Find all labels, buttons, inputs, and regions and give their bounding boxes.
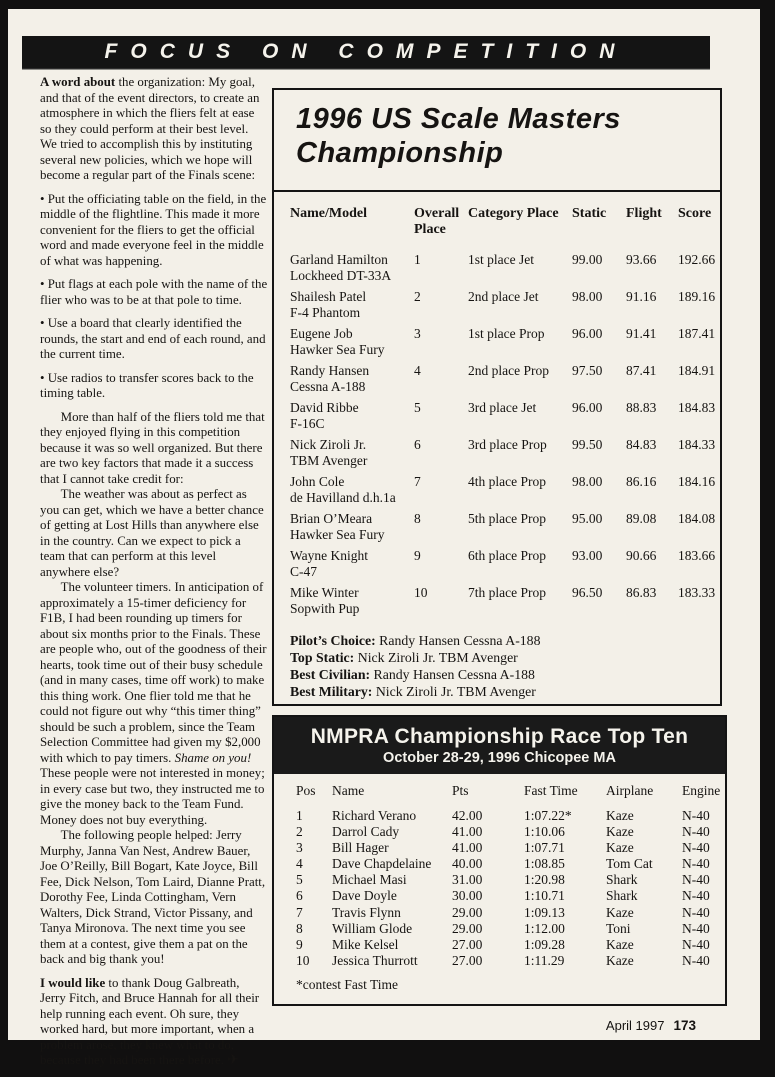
issue-date: April 1997 [605,1018,665,1033]
table-row [296,888,711,904]
table-row [296,905,711,921]
fast-time: 1:09.13 [524,904,565,920]
position: 10 [296,952,310,968]
model-name: Cessna A-188 [290,378,366,394]
pilot-and-model [290,474,410,505]
category-place: 6th place Prop [468,548,546,563]
column-header: Airplane [606,783,654,798]
nmpra-subtitle: October 28-29, 1996 Chicopee MA [383,749,616,766]
position: 4 [296,856,303,872]
award-value: Nick Ziroli Jr. TBM Avenger [354,650,518,665]
engine: N-40 [682,904,710,920]
pilot-and-model [290,548,410,579]
article-bullet: • Put flags at each pole with the name of the flier who was to be at that pole to time. [40,277,268,307]
static-score: 99.00 [572,252,603,267]
pilot-and-model [290,252,410,283]
total-score: 189.16 [678,289,716,304]
article-paragraph: The following people helped: Jerry Murphy, Janna Van Nest, Andrew Bauer, Joe O’Reilly, Bill Bogart, Kate Joyce, Bill Fee, Dick Nelson, Tom Laird, Dianne Pratt, Dorothy Fee, Linda Cottingham, Vern Walters, Dick Strand, Victor Pissany, and Tanya Mironova. The next time you see them at a contest, give them a pat on the back and big thank you! [40,828,266,966]
pilot-name: Shailesh Patel [290,289,367,304]
award-label: Best Military: [290,684,373,699]
fast-time: 1:07.22* [524,808,572,823]
engine: N-40 [682,888,710,904]
award-value: Nick Ziroli Jr. TBM Avenger [372,684,536,699]
engine: N-40 [682,936,710,952]
column-header: Pos [296,783,316,798]
scale-masters-title [274,90,720,192]
flight-score: 88.83 [626,400,657,415]
model-name: de Havilland d.h.1a [290,489,396,505]
overall-place: 5 [414,400,421,415]
engine: N-40 [682,952,710,968]
pilot-name: David Ribbe [290,400,359,415]
points: 29.00 [452,904,483,920]
model-name: Hawker Sea Fury [290,526,385,542]
pilot-name: Brian O’Meara [290,511,373,526]
article-paragraph [40,580,268,828]
nmpra-box [272,715,727,1006]
engine: N-40 [682,856,710,872]
article-bullet: • Put the officiating table on the field, in the middle of the flightline. This made it more convenient for the fliers to get the official word and made everyone feel in the middle of what was happening. [40,191,267,268]
static-score: 96.50 [572,585,603,600]
points: 41.00 [452,840,483,856]
table-row [290,437,716,468]
paragraph-emphasis: Shame on you! [174,750,252,765]
category-place: 5th place Prop [468,511,546,526]
table-row [296,872,711,888]
table-row [290,289,716,320]
category-place: 3rd place Jet [468,400,537,415]
category-place: 2nd place Jet [468,289,539,304]
points: 41.00 [452,824,483,840]
model-name: TBM Avenger [290,452,368,468]
column-header: Engine [682,783,721,798]
page-number: 173 [673,1018,696,1033]
fast-time: 1:12.00 [524,920,565,936]
overall-place: 10 [414,585,428,600]
scale-masters-title-line1: 1996 US Scale Masters [296,103,621,135]
pilot-and-model [290,400,410,431]
scale-masters-table [274,192,720,616]
column-header: Static [572,206,607,221]
column-header: Flight [626,206,662,221]
overall-place: 1 [414,252,421,267]
total-score: 184.08 [678,511,716,526]
column-header: Name [332,783,365,798]
total-score: 184.83 [678,400,716,415]
paragraph-lead: A word about [40,75,116,89]
engine: N-40 [682,808,710,823]
overall-place: 4 [414,363,421,378]
pilot-and-model [290,511,410,542]
engine: N-40 [682,920,710,936]
points: 42.00 [452,808,483,823]
fast-time: 1:08.85 [524,856,565,872]
model-name: Hawker Sea Fury [290,341,385,357]
article-column [40,75,268,1077]
article-bullet: • Use a board that clearly identified the rounds, the start and end of each round, and the current time. [40,316,266,361]
points: 29.00 [452,920,483,936]
category-place: 1st place Prop [468,326,545,341]
pilot-name: Wayne Knight [290,548,369,563]
pilot-and-model [290,289,410,320]
static-score: 97.50 [572,363,603,378]
pilot-name: Mike Winter [290,585,359,600]
pilot-and-model [290,326,410,357]
table-row [296,840,711,856]
table-row [290,252,716,283]
flight-score: 87.41 [626,363,657,378]
position: 2 [296,824,303,840]
position: 1 [296,808,303,823]
magazine-page [8,9,760,1068]
table-row [290,548,716,579]
static-score: 98.00 [572,289,603,304]
article-bullet: • Use radios to transfer scores back to the timing table. [40,370,254,400]
table-row [290,326,716,357]
fast-time: 1:11.29 [524,952,565,968]
total-score: 192.66 [678,252,716,267]
fast-time: 1:20.98 [524,872,565,888]
table-row [296,856,711,872]
position: 5 [296,872,303,888]
static-score: 99.50 [572,437,603,452]
scale-masters-header-row [290,206,712,238]
pilot-name: Eugene Job [290,326,353,341]
racer-name: Darrol Cady [332,824,400,840]
model-name: Sopwith Pup [290,600,360,616]
flight-score: 93.66 [626,252,657,267]
airplane: Kaze [606,808,634,823]
racer-name: Richard Verano [332,808,417,823]
overall-place: 9 [414,548,421,563]
nmpra-header-band [274,717,725,774]
total-score: 184.91 [678,363,716,378]
flight-score: 86.83 [626,585,657,600]
award-label: Pilot’s Choice: [290,633,376,648]
award-line [290,683,706,700]
static-score: 96.00 [572,400,603,415]
model-name: Lockheed DT-33A [290,267,392,283]
column-header: Pts [452,783,469,798]
article-paragraph: The weather was about as perfect as you can get, which we have a better chance of getting at Lost Hills than anywhere else in the country. Can we expect to pick a team that can perform at this level anywhere else? [40,487,264,579]
racer-name: Jessica Thurrott [332,952,418,968]
position: 6 [296,888,303,904]
award-line [290,666,706,683]
category-place: 7th place Prop [468,585,546,600]
article-paragraph [40,976,268,1069]
airplane: Toni [606,920,631,936]
scale-masters-box [272,88,722,706]
engine: N-40 [682,840,710,856]
paragraph-text: The volunteer timers. In anticipation of approximately a 15-timer deficiency for F1B, I had been rounding up timers for about six months prior to the Finals. These are people who, out of the goodness of their hearts, took time out of their busy schedule (and in many cases, time off work) to make this thing work. One flier told me that he could not figure out why “this timer thing” should be such a problem, since the Team Selection Committee had given my $2,000 with which to pay timers. [40,580,267,765]
racer-name: Dave Chapdelaine [332,856,432,872]
table-row [296,921,711,937]
pilot-name: John Cole [290,474,345,489]
points: 30.00 [452,888,483,904]
flight-score: 89.08 [626,511,657,526]
flight-score: 86.16 [626,474,657,489]
flight-score: 91.16 [626,289,657,304]
airplane: Kaze [606,936,634,952]
airplane: Kaze [606,904,634,920]
racer-name: Travis Flynn [332,904,401,920]
overall-place: 2 [414,289,421,304]
position: 9 [296,936,303,952]
nmpra-table [274,774,725,993]
pilot-name: Nick Ziroli Jr. [290,437,367,452]
paragraph-text: the organization: My goal, and that of the event directors, to create an atmosphere in which the fliers felt at ease so they could perform at their best level. We tried to accomplish this by instituting several new policies, which we hope will become a regular part of the Finals scene: [40,75,260,182]
article-paragraph: More than half of the fliers told me that they enjoyed flying in this competition because it was so well organized. But there are two key factors that made it a success that I cannot take credit for: [40,409,265,486]
paragraph-text: to thank Doug Galbreath, Jerry Fitch, and Bruce Hannah for all their help running each event. Oh sure, they worked hard, but more important, when a problem arose, they knew what to do, because they had been there before. [40,975,260,1067]
column-header: Category Place [468,206,559,221]
fast-time: 1:10.71 [524,888,565,904]
total-score: 183.33 [678,585,716,600]
fast-time: 1:10.06 [524,824,565,840]
table-row [296,824,711,840]
total-score: 184.16 [678,474,716,489]
article-paragraph [40,75,268,184]
pilot-and-model [290,585,410,616]
column-header: Overall Place [414,206,460,237]
model-name: F-4 Phantom [290,304,361,320]
position: 8 [296,920,303,936]
static-score: 93.00 [572,548,603,563]
airplane: Kaze [606,952,634,968]
total-score: 187.41 [678,326,716,341]
category-place: 4th place Prop [468,474,546,489]
flight-score: 90.66 [626,548,657,563]
section-banner [22,36,710,68]
table-row [296,937,711,953]
table-row [296,953,711,969]
points: 31.00 [452,872,483,888]
points: 27.00 [452,936,483,952]
award-label: Best Civilian: [290,667,371,682]
engine: N-40 [682,824,710,840]
engine: N-40 [682,872,710,888]
award-value: Randy Hansen Cessna A-188 [370,667,535,682]
scale-masters-title-line2: Championship [296,137,504,169]
racer-name: Bill Hager [332,840,389,856]
model-name: F-16C [290,415,325,431]
model-name: C-47 [290,563,317,579]
table-row [290,400,716,431]
static-score: 98.00 [572,474,603,489]
table-row [290,585,716,616]
table-row [296,808,711,824]
category-place: 2nd place Prop [468,363,549,378]
pilot-name: Randy Hansen [290,363,370,378]
column-header: Score [678,206,712,221]
airplane: Kaze [606,824,634,840]
section-banner-title: FOCUS ON COMPETITION [104,40,628,63]
airplane: Kaze [606,840,634,856]
nmpra-header-row [296,783,721,799]
overall-place: 7 [414,474,421,489]
paragraph-lead: I would like [40,975,106,990]
pilot-and-model [290,437,410,468]
table-row [290,511,716,542]
static-score: 95.00 [572,511,603,526]
airplane: Shark [606,872,638,888]
awards-list [274,622,720,700]
column-header: Name/Model [290,206,367,221]
category-place: 1st place Jet [468,252,534,267]
category-place: 3rd place Prop [468,437,547,452]
airplane-icon: ✈ [227,1053,239,1068]
overall-place: 6 [414,437,421,452]
award-label: Top Static: [290,650,355,665]
award-value: Randy Hansen Cessna A-188 [375,633,541,648]
points: 40.00 [452,856,483,872]
position: 3 [296,840,303,856]
racer-name: Dave Doyle [332,888,397,904]
overall-place: 8 [414,511,421,526]
racer-name: Michael Masi [332,872,407,888]
airplane: Tom Cat [606,856,653,872]
pilot-name: Garland Hamilton [290,252,388,267]
total-score: 183.66 [678,548,716,563]
points: 27.00 [452,952,483,968]
table-footnote: *contest Fast Time [296,976,399,992]
award-line [290,632,706,649]
paragraph-text: These people were not interested in money; in every case but two, they instructed me to give the money back to the Team Fund. Money does not buy everything. [40,766,265,827]
position: 7 [296,904,303,920]
nmpra-title: NMPRA Championship Race Top Ten [310,724,689,748]
pilot-and-model [290,363,410,394]
page-footer [606,1018,696,1033]
flight-score: 91.41 [626,326,657,341]
overall-place: 3 [414,326,421,341]
flight-score: 84.83 [626,437,657,452]
table-row [290,474,716,505]
static-score: 96.00 [572,326,603,341]
award-line [290,649,706,666]
fast-time: 1:07.71 [524,840,565,856]
total-score: 184.33 [678,437,716,452]
fast-time: 1:09.28 [524,936,565,952]
racer-name: Mike Kelsel [332,936,399,952]
column-header: Fast Time [524,783,578,798]
racer-name: William Glode [332,920,413,936]
table-row [290,363,716,394]
airplane: Shark [606,888,638,904]
